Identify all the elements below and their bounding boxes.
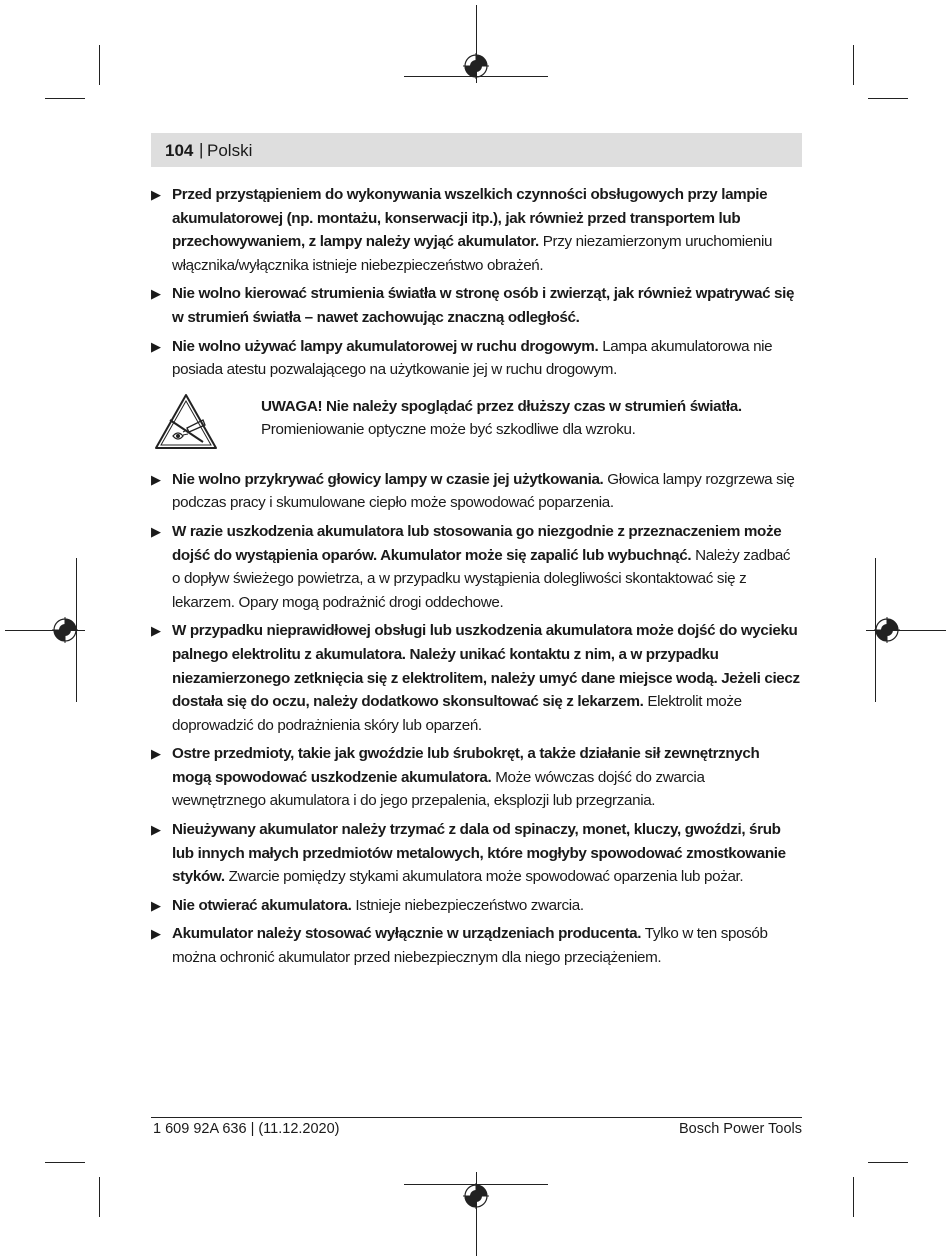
registration-target-icon xyxy=(874,617,900,643)
bullet-arrow-icon: ▶ xyxy=(151,926,161,942)
safety-item xyxy=(151,183,802,277)
crop-mark xyxy=(868,1162,908,1163)
safety-item xyxy=(151,468,802,515)
safety-item xyxy=(151,742,802,813)
safety-item-bold: W przypadku nieprawidłowej obsługi lub uszkodzenia akumulatora może dojść do wycieku palnego elektrolitu z akumulatora. Należy unikać kontaktu z nim, a w przypadku niezamierzonego zetknięcia się z elektrolitem, należy umyć dane miejsce wodą. Jeżeli ciecz dostała się do oczu, należy dodatkowo skonsultować się z lekarzem. xyxy=(172,622,800,711)
safety-item-text: Głowica lampy rozgrzewa się podczas pracy i skumulowane ciepło może spowodować poparzenia. xyxy=(172,470,795,512)
header-separator: | xyxy=(199,140,204,159)
crop-mark xyxy=(868,98,908,99)
bullet-arrow-icon: ▶ xyxy=(151,623,161,639)
footer-rule xyxy=(151,1117,802,1118)
bullet-arrow-icon: ▶ xyxy=(151,523,161,539)
safety-item-text: Istnieje niebezpieczeństwo zwarcia. xyxy=(351,896,584,914)
safety-item xyxy=(151,282,802,329)
bullet-arrow-icon: ▶ xyxy=(151,471,161,487)
safety-content xyxy=(151,183,802,975)
warning-normal: Promieniowanie optyczne może być szkodliwe dla wzroku. xyxy=(261,421,636,439)
safety-item-bold: Nie wolno kierować strumienia światła w stronę osób i zwierząt, jak również wpatrywać się w strumień światła – nawet zachowując znaczną odległość. xyxy=(172,285,795,326)
safety-item-text: Przy niezamierzonym uruchomieniu włącznika/wyłącznika istnieje niebezpieczeństwo obrażeń. xyxy=(172,233,773,274)
registration-target-icon xyxy=(463,53,489,79)
safety-item-bold: Nie otwierać akumulatora. xyxy=(172,896,352,914)
safety-item-text: Lampa akumulatorowa nie posiada atestu pozwalającego na użytkowanie jej w ruchu drogowym. xyxy=(172,337,773,379)
safety-item-text: Może wówczas dojść do zwarcia wewnętrznego akumulatora i do jego przepalenia, eksplozji lub przegrzania. xyxy=(172,768,705,810)
safety-item-bold: Akumulator należy stosować wyłącznie w urządzeniach producenta. xyxy=(172,925,642,943)
page-header xyxy=(151,133,802,167)
crop-mark xyxy=(99,1177,100,1217)
safety-item-bold: Nieużywany akumulator należy trzymać z dala od spinaczy, monet, kluczy, gwoździ, śrub lub innych małych przedmiotów metalowych, które mogłyby spowodować zmostkowanie styków. xyxy=(172,821,786,886)
safety-item-bold: Przed przystąpieniem do wykonywania wszelkich czynności obsługowych przy lampie akumulatorowej (np. montażu, konserwacji itp.), jak również przed transportem lub przechowywaniem, z lampy należy wyjąć akumulator. xyxy=(172,186,768,251)
warning-bold: UWAGA! Nie należy spoglądać przez dłuższy czas w strumień światła. xyxy=(261,397,742,415)
footer-brand: Bosch Power Tools xyxy=(678,1121,802,1137)
safety-item xyxy=(151,818,802,889)
bullet-arrow-icon: ▶ xyxy=(151,822,161,838)
crop-mark xyxy=(45,98,85,99)
safety-item-bold: Nie wolno przykrywać głowicy lampy w czasie jej użytkowania. xyxy=(172,470,604,488)
crop-mark xyxy=(99,45,100,85)
safety-item xyxy=(151,922,802,969)
crop-mark xyxy=(853,1177,854,1217)
warning-text xyxy=(261,395,791,442)
laser-warning xyxy=(151,392,802,460)
footer-doc-number: 1 609 92A 636 | (11.12.2020) xyxy=(153,1121,340,1137)
bullet-arrow-icon: ▶ xyxy=(151,746,161,762)
bullet-arrow-icon: ▶ xyxy=(151,897,161,913)
registration-target-icon xyxy=(463,1183,489,1209)
registration-target-icon xyxy=(52,617,78,643)
safety-item-bold: W razie uszkodzenia akumulatora lub stosowania go niezgodnie z przeznaczeniem może dojść do wystąpienia oparów. Akumulator może się zapalić lub wybuchnąć. xyxy=(172,522,782,564)
safety-item-bold: Ostre przedmioty, takie jak gwoździe lub śrubokręt, a także działanie sił zewnętrznych mogą spowodować uszkodzenie akumulatora. xyxy=(172,745,760,786)
safety-item xyxy=(151,619,802,737)
header-language: Polski xyxy=(207,141,253,160)
safety-item xyxy=(151,335,802,382)
safety-item-text: Elektrolit może doprowadzić do podrażnienia skóry lub oparzeń. xyxy=(172,693,742,734)
bullet-arrow-icon: ▶ xyxy=(151,286,161,302)
crop-mark xyxy=(853,45,854,85)
crop-mark xyxy=(45,1162,85,1163)
safety-item-text: Należy zadbać o dopływ świeżego powietrza, a w przypadku wystąpienia dolegliwości skontaktować się z lekarzem. Opary mogą podrażnić drogi oddechowe. xyxy=(172,546,791,611)
bullet-arrow-icon: ▶ xyxy=(151,338,161,354)
page-number: 104 xyxy=(165,141,194,160)
bullet-arrow-icon: ▶ xyxy=(151,187,161,202)
safety-item-text: Tylko w ten sposób można ochronić akumulator przed niebezpiecznym dla niego przeciążeniem. xyxy=(172,925,768,967)
safety-item xyxy=(151,894,802,918)
no-stare-into-beam-icon xyxy=(153,392,219,452)
safety-item-text: Zwarcie pomiędzy stykami akumulatora może spowodować oparzenia lub pożar. xyxy=(224,868,744,886)
safety-item xyxy=(151,520,802,614)
safety-item-bold: Nie wolno używać lampy akumulatorowej w ruchu drogowym. xyxy=(172,337,599,355)
